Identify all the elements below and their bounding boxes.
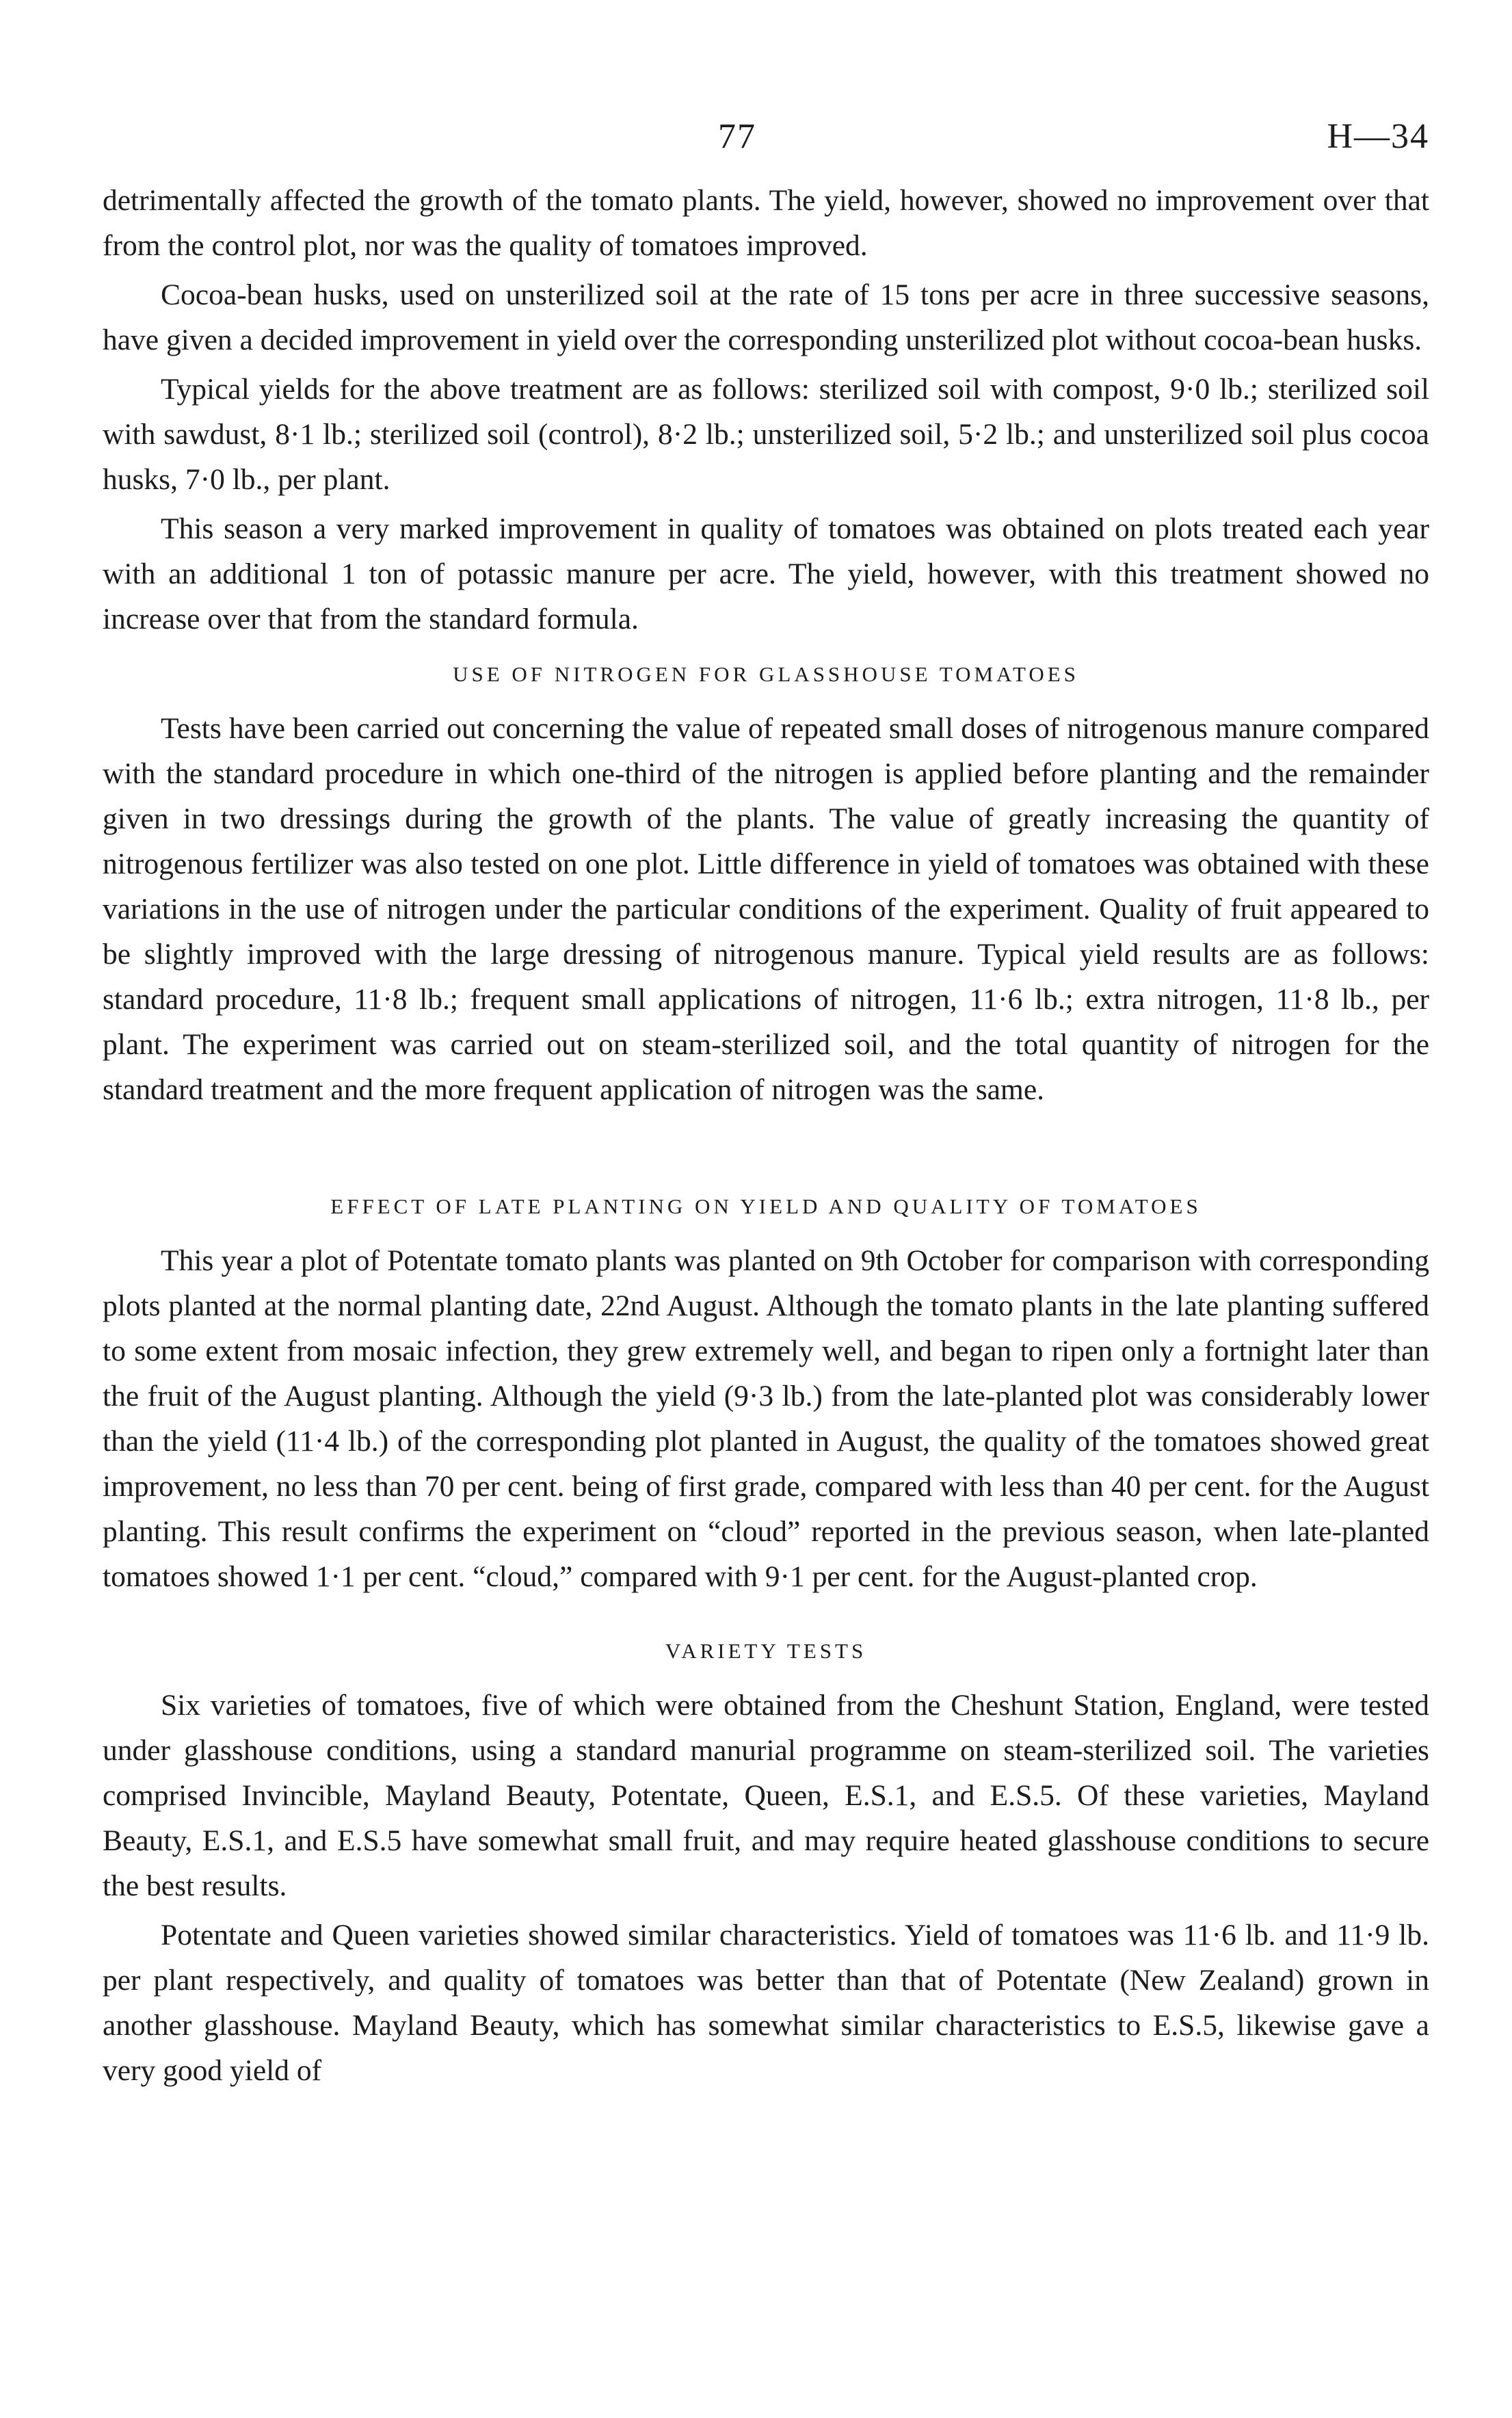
section-heading-nitrogen: USE OF NITROGEN FOR GLASSHOUSE TOMATOES bbox=[453, 662, 1079, 686]
intro-paragraph-4: This season a very marked improvement in quality of tomatoes was obtained on plots treated each year with an additional 1 ton of potassic manure per acre. The yield, however, with this treatment showed no increase over that from the standard formula. bbox=[103, 512, 1429, 635]
variety-paragraph-1: Six varieties of tomatoes, five of which were obtained from the Cheshunt Station, England, were tested under glasshouse conditions, using a standard manurial programme on steam-sterilized soil. The varieties comprised Invincible, Mayland Beauty, Potentate, Queen, E.S.1, and E.S.5. Of these varieties, Mayland Beauty, E.S.1, and E.S.5 have somewhat small fruit, and may require heated glasshouse conditions to secure the best results. bbox=[103, 1689, 1429, 1902]
variety-paragraph-2: Potentate and Queen varieties showed similar characteristics. Yield of tomatoes was 11·6 lb. and 11·9 lb. per plant respectively, and quality of tomatoes was better than that of Potentate (New Zealand) grown in another glasshouse. Mayland Beauty, which has somewhat similar characteristics to E.S.5, likewise gave a very good yield of bbox=[103, 1919, 1429, 2087]
document-page bbox=[103, 116, 1429, 2093]
intro-paragraph-2: Cocoa-bean husks, used on unsterilized soil at the rate of 15 tons per acre in three successive seasons, have given a decided improvement in yield over the corresponding unsterilized plot without cocoa-bean husks. bbox=[103, 278, 1429, 356]
section-heading-variety-tests: VARIETY TESTS bbox=[665, 1639, 867, 1663]
document-reference: H—34 bbox=[1327, 117, 1429, 156]
intro-paragraph-1: detrimentally affected the growth of the tomato plants. The yield, however, showed no improvement over that from the control plot, nor was the quality of tomatoes improved. bbox=[103, 184, 1429, 262]
nitrogen-paragraph: Tests have been carried out concerning the value of repeated small doses of nitrogenous manure compared with the standard procedure in which one-third of the nitrogen is applied before planting and the remainder given in two dressings during the growth of the plants. The value of greatly increasing the quantity of nitrogenous fertilizer was also tested on one plot. Little difference in yield of tomatoes was obtained with these variations in the use of nitrogen under the particular conditions of the experiment. Quality of fruit appeared to be slightly improved with the large dressing of nitrogenous manure. Typical yield results are as follows: standard procedure, 11·8 lb.; frequent small applications of nitrogen, 11·6 lb.; extra nitrogen, 11·8 lb., per plant. The experiment was carried out on steam-sterilized soil, and the total quantity of nitrogen for the standard treatment and the more frequent application of nitrogen was the same. bbox=[103, 712, 1429, 1106]
section-heading-late-planting: EFFECT OF LATE PLANTING ON YIELD AND QUALITY OF TOMATOES bbox=[330, 1194, 1202, 1218]
running-header bbox=[103, 116, 1429, 178]
late-planting-paragraph: This year a plot of Potentate tomato plants was planted on 9th October for comparison with corresponding plots planted at the normal planting date, 22nd August. Although the tomato plants in the late planting suffered to some extent from mosaic infection, they grew extremely well, and began to ripen only a fortnight later than the fruit of the August planting. Although the yield (9·3 lb.) from the late-planted plot was considerably lower than the yield (11·4 lb.) of the corresponding plot planted in August, the quality of the tomatoes showed great improvement, no less than 70 per cent. being of first grade, compared with less than 40 per cent. for the August planting. This result confirms the experiment on “cloud” reported in the previous season, when late-planted tomatoes showed 1·1 per cent. “cloud,” compared with 9·1 per cent. for the August-planted crop. bbox=[103, 1244, 1429, 1593]
intro-paragraph-3: Typical yields for the above treatment are as follows: sterilized soil with compost, 9·0 lb.; sterilized soil with sawdust, 8·1 lb.; sterilized soil (control), 8·2 lb.; unsterilized soil, 5·2 lb.; and unsterilized soil plus cocoa husks, 7·0 lb., per plant. bbox=[103, 373, 1429, 496]
page-number: 77 bbox=[718, 117, 756, 156]
